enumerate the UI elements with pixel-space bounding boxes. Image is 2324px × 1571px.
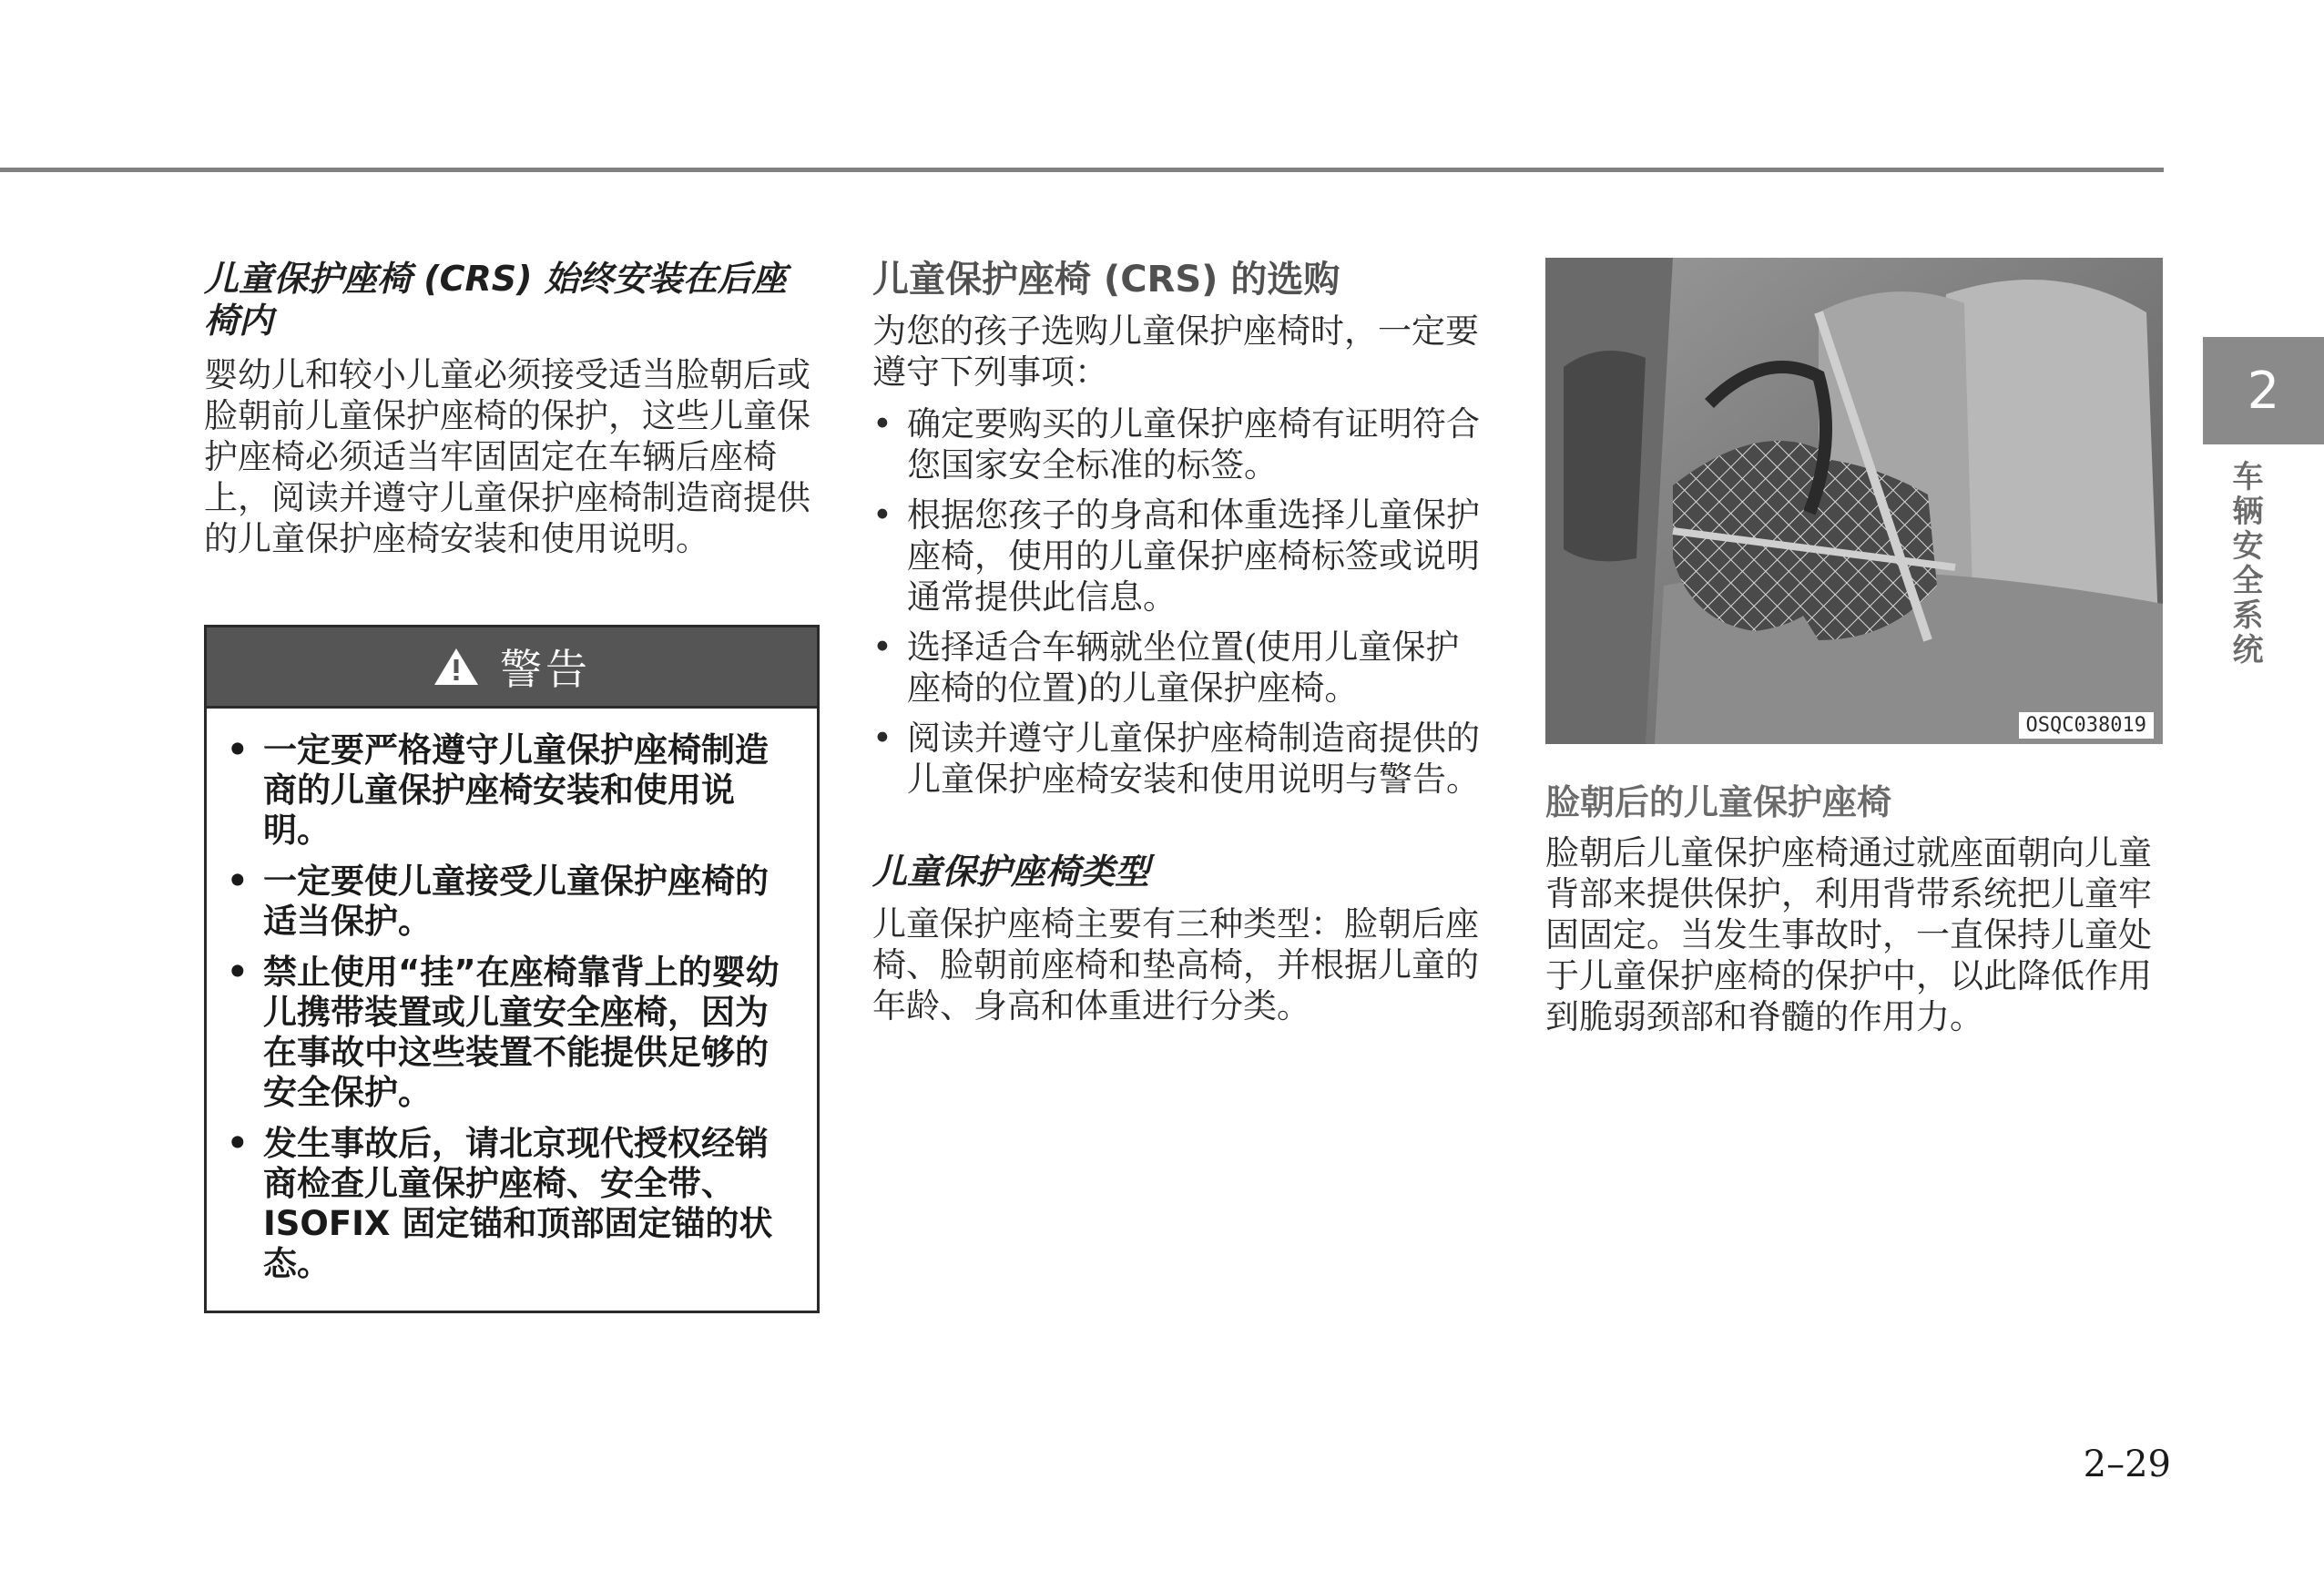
warning-item: • 一定要使儿童接受儿童保护座椅的适当保护。 <box>227 862 769 941</box>
left-column <box>204 258 820 559</box>
crs-purchase-list <box>872 403 1492 800</box>
warning-item: • 一定要严格遵守儿童保护座椅制造商的儿童保护座椅安装和使用说明。 <box>227 730 769 850</box>
crs-purchase-intro: 为您的孩子选购儿童保护座椅时，一定要遵守下列事项： <box>872 311 1479 392</box>
crs-types-paragraph: 儿童保护座椅主要有三种类型：脸朝后座椅、脸朝前座椅和垫高椅，并根据儿童的年龄、身高和体重进行分类。 <box>872 904 1479 1025</box>
car-seat-illustration <box>1545 258 2163 744</box>
warning-header <box>207 627 817 709</box>
warning-triangle-icon <box>433 647 480 687</box>
warning-box <box>204 625 820 1313</box>
subheading-rear-facing-crs: 脸朝后的儿童保护座椅 <box>1545 782 1892 822</box>
list-item: • 根据您孩子的身高和体重选择儿童保护座椅，使用的儿童保护座椅标签或说明通常提供此信息。 <box>872 495 1480 617</box>
warning-title: 警告 <box>500 645 591 694</box>
header-rule <box>0 168 2164 172</box>
warning-item: • 禁止使用“挂”在座椅靠背上的婴幼儿携带装置或儿童安全座椅，因为在事故中这些装置不能提供足够的安全保护。 <box>227 953 780 1112</box>
right-column <box>1545 781 2163 1037</box>
chapter-title: 车辆安全系统 <box>2227 460 2263 668</box>
section-heading-crs-purchase: 儿童保护座椅 (CRS) 的选购 <box>872 259 1340 301</box>
photo-reference-code: OSQC038019 <box>2019 712 2154 739</box>
rear-facing-crs-photo <box>1545 258 2163 744</box>
list-item: • 阅读并遵守儿童保护座椅制造商提供的儿童保护座椅安装和使用说明与警告。 <box>872 719 1480 799</box>
warning-item: • 发生事故后，请北京现代授权经销商检查儿童保护座椅、安全带、ISOFIX 固定锚和顶部固定锚的状态。 <box>227 1124 773 1283</box>
crs-rear-seat-paragraph: 婴幼儿和较小儿童必须接受适当脸朝后或脸朝前儿童保护座椅的保护，这些儿童保护座椅必须适当牢固固定在车辆后座椅上，阅读并遵守儿童保护座椅制造商提供的儿童保护座椅安装和使用说明。 <box>204 355 810 558</box>
chapter-tab: 2 <box>2203 337 2324 444</box>
warning-list <box>207 709 817 1284</box>
list-item: • 确定要购买的儿童保护座椅有证明符合您国家安全标准的标签。 <box>872 404 1480 485</box>
list-item: • 选择适合车辆就坐位置(使用儿童保护座椅的位置)的儿童保护座椅。 <box>872 627 1460 708</box>
section-heading-crs-types: 儿童保护座椅类型 <box>872 852 1150 892</box>
middle-column <box>872 258 1492 1026</box>
page-number: 2–29 <box>2083 1443 2171 1485</box>
section-heading-crs-rear-seat: 儿童保护座椅 (CRS) 始终安装在后座椅内 <box>204 259 787 341</box>
rear-facing-crs-paragraph: 脸朝后儿童保护座椅通过就座面朝向儿童背部来提供保护，利用背带系统把儿童牢固固定。当发生事故时，一直保持儿童处于儿童保护座椅的保护中，以此降低作用到脆弱颈部和脊髓的作用力。 <box>1545 833 2152 1036</box>
